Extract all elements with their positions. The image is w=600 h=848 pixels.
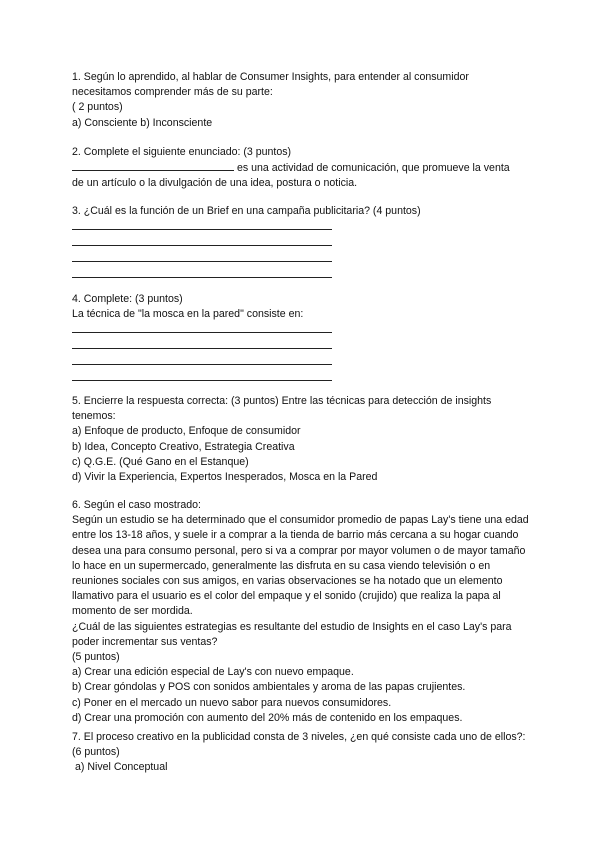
question-2-title: 2. Complete el siguiente enunciado: (3 puntos) (72, 146, 292, 158)
question-5 (72, 394, 532, 485)
question-6-case-text: Según un estudio se ha determinado que el consumidor promedio de papas Lay's tiene una edad entre los 13-18 años, y suele ir a comprar a la tienda de barrio más cercana a su hogar cuando desea una para consumo personal, pero si va a comprar por mayor volumen o de mayor tamaño lo hace en un supermercado, generalmente las disfruta en su casa viendo televisión o en reuniones sociales con sus amigos, en varias observaciones se ha notado que un elemento llamativo para el usuario es el color del empaque y el sonido (crujido) que realiza la papa al momento de ser mordida. (72, 514, 529, 618)
question-6 (72, 498, 532, 726)
question-5-option-a: a) Enfoque de producto, Enfoque de consumidor (72, 425, 301, 438)
question-3-title: 3. ¿Cuál es la función de un Brief en una campaña publicitaria? (4 puntos) (72, 205, 421, 217)
answer-line[interactable] (72, 356, 332, 365)
question-1-line-2: necesitamos comprender más de su parte: (72, 86, 273, 99)
question-2 (72, 145, 532, 192)
answer-line[interactable] (72, 340, 332, 349)
question-7-title: 7. El proceso creativo en la publicidad consta de 3 niveles, ¿en qué consiste cada uno de ellos?: (6 puntos) (72, 731, 526, 759)
answer-lines (72, 324, 532, 381)
question-6-points: (5 puntos) (72, 651, 120, 664)
question-3 (72, 204, 532, 285)
question-6-option-b: b) Crear góndolas y POS con sonidos ambientales y aroma de las papas crujientes. (72, 681, 466, 694)
question-6-option-c: c) Poner en el mercado un nuevo sabor para nuevos consumidores. (72, 696, 392, 709)
question-4-prompt: La técnica de "la mosca en la pared" consiste en: (72, 308, 304, 321)
question-1-options: a) Consciente b) Inconsciente (72, 116, 213, 129)
answer-blank[interactable] (72, 160, 234, 171)
question-5-option-c: c) Q.G.E. (Qué Gano en el Estanque) (72, 455, 249, 468)
question-5-option-b: b) Idea, Concepto Creativo, Estrategia Creativa (72, 440, 295, 453)
answer-line[interactable] (72, 237, 332, 246)
question-5-option-d: d) Vivir la Experiencia, Expertos Inesperados, Mosca en la Pared (72, 471, 378, 484)
question-6-title: 6. Según el caso mostrado: (72, 499, 201, 511)
answer-line[interactable] (72, 269, 332, 278)
answer-line[interactable] (72, 253, 332, 262)
question-6-question: ¿Cuál de las siguientes estrategias es resultante del estudio de Insights en el caso Lay's para poder incrementar sus ventas? (72, 620, 512, 648)
question-1-line-1: 1. Según lo aprendido, al hablar de Consumer Insights, para entender al consumidor (72, 71, 469, 83)
answer-line[interactable] (72, 221, 332, 230)
answer-line[interactable] (72, 372, 332, 381)
question-5-title: 5. Encierre la respuesta correcta: (3 puntos) Entre las técnicas para detección de insights tenemos: (72, 395, 492, 423)
question-4-title: 4. Complete: (3 puntos) (72, 293, 183, 305)
question-2-sentence (72, 160, 532, 176)
question-6-option-d: d) Crear una promoción con aumento del 20% más de contenido en los empaques. (72, 711, 463, 724)
question-7 (72, 730, 532, 776)
answer-lines (72, 221, 532, 278)
question-4 (72, 292, 532, 388)
question-2-sentence-text: es una actividad de comunicación, que promueve la venta (237, 162, 510, 175)
question-1 (72, 70, 532, 131)
question-6-option-a: a) Crear una edición especial de Lay's con nuevo empaque. (72, 666, 354, 679)
answer-line[interactable] (72, 324, 332, 333)
question-2-line-3: de un artículo o la divulgación de una idea, postura o noticia. (72, 177, 358, 190)
question-7-option-a: a) Nivel Conceptual (75, 761, 168, 774)
question-1-points: ( 2 puntos) (72, 101, 123, 114)
